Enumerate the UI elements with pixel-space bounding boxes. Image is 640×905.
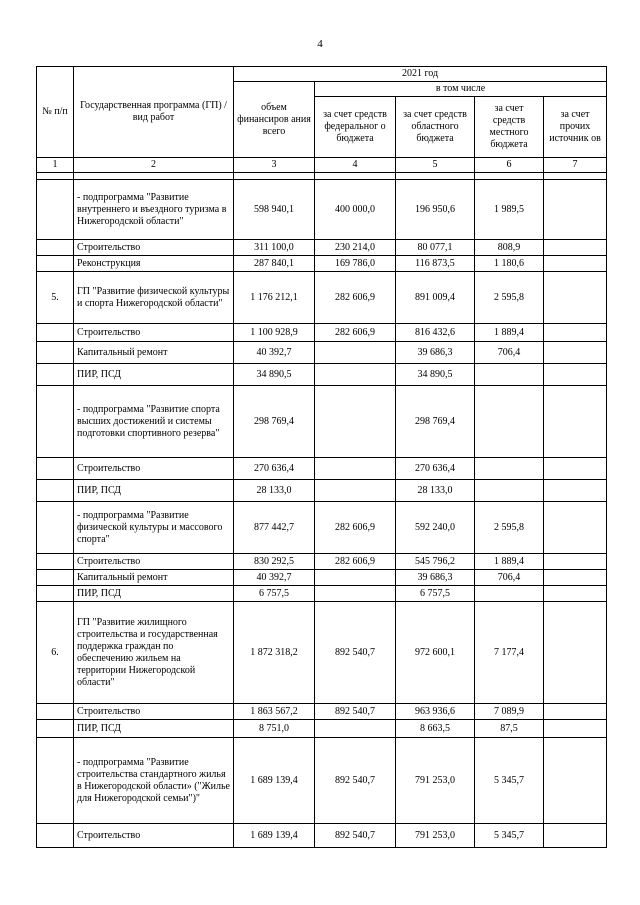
row-regional: 972 600,1 — [396, 602, 475, 704]
row-name: Строительство — [74, 704, 234, 720]
row-number — [37, 180, 74, 240]
row-federal — [315, 570, 396, 586]
row-name: - подпрограмма "Развитие внутреннего и въездного туризма в Нижегородской области" — [74, 180, 234, 240]
row-regional: 891 009,4 — [396, 272, 475, 324]
row-local: 2 595,8 — [475, 272, 544, 324]
column-number: 4 — [315, 158, 396, 173]
table-row — [37, 570, 607, 586]
row-name: Капитальный ремонт — [74, 342, 234, 364]
row-name: Строительство — [74, 824, 234, 848]
row-number — [37, 824, 74, 848]
row-name: ГП "Развитие жилищного строительства и государственная поддержка граждан по обеспечению жильем на территории Нижегородской области" — [74, 602, 234, 704]
row-total: 1 100 928,9 — [234, 324, 315, 342]
table-row — [37, 458, 607, 480]
row-other — [544, 180, 607, 240]
row-regional: 298 769,4 — [396, 386, 475, 458]
row-total: 28 133,0 — [234, 480, 315, 502]
row-total: 270 636,4 — [234, 458, 315, 480]
row-number — [37, 570, 74, 586]
column-number: 2 — [74, 158, 234, 173]
row-federal — [315, 458, 396, 480]
column-number: 6 — [475, 158, 544, 173]
row-number — [37, 480, 74, 502]
table-row — [37, 586, 607, 602]
row-local: 2 595,8 — [475, 502, 544, 554]
row-regional: 545 796,2 — [396, 554, 475, 570]
row-name: Строительство — [74, 554, 234, 570]
row-total: 6 757,5 — [234, 586, 315, 602]
row-regional: 116 873,5 — [396, 256, 475, 272]
header-including: в том числе — [315, 82, 607, 97]
row-total: 298 769,4 — [234, 386, 315, 458]
header-local: за счет средств местного бюджета — [475, 97, 544, 158]
header-num: № п/п — [37, 67, 74, 158]
table-row — [37, 342, 607, 364]
row-other — [544, 570, 607, 586]
row-other — [544, 324, 607, 342]
row-local — [475, 480, 544, 502]
row-total: 598 940,1 — [234, 180, 315, 240]
row-name: Строительство — [74, 240, 234, 256]
row-total: 287 840,1 — [234, 256, 315, 272]
column-number: 1 — [37, 158, 74, 173]
row-number — [37, 720, 74, 738]
table-row — [37, 720, 607, 738]
row-local — [475, 458, 544, 480]
row-name: ПИР, ПСД — [74, 586, 234, 602]
header-regional: за счет средств областного бюджета — [396, 97, 475, 158]
financing-table — [36, 66, 607, 848]
table-row — [37, 480, 607, 502]
row-regional: 28 133,0 — [396, 480, 475, 502]
table-row — [37, 386, 607, 458]
row-regional: 270 636,4 — [396, 458, 475, 480]
row-federal: 892 540,7 — [315, 738, 396, 824]
row-federal — [315, 586, 396, 602]
row-other — [544, 738, 607, 824]
row-name: ГП "Развитие физической культуры и спорта Нижегородской области" — [74, 272, 234, 324]
row-total: 877 442,7 — [234, 502, 315, 554]
table-row — [37, 256, 607, 272]
header-total: объем финансиров ания всего — [234, 82, 315, 158]
table-row — [37, 180, 607, 240]
header-year: 2021 год — [234, 67, 607, 82]
row-local: 5 345,7 — [475, 824, 544, 848]
row-other — [544, 272, 607, 324]
row-name: - подпрограмма "Развитие физической культуры и массового спорта" — [74, 502, 234, 554]
row-total: 311 100,0 — [234, 240, 315, 256]
row-local: 1 989,5 — [475, 180, 544, 240]
row-other — [544, 256, 607, 272]
row-number — [37, 342, 74, 364]
row-regional: 8 663,5 — [396, 720, 475, 738]
row-number: 6. — [37, 602, 74, 704]
row-regional: 791 253,0 — [396, 824, 475, 848]
table-row — [37, 324, 607, 342]
row-name: Строительство — [74, 458, 234, 480]
row-number — [37, 458, 74, 480]
table-row — [37, 824, 607, 848]
row-regional: 6 757,5 — [396, 586, 475, 602]
row-regional: 791 253,0 — [396, 738, 475, 824]
row-federal: 282 606,9 — [315, 502, 396, 554]
row-local: 5 345,7 — [475, 738, 544, 824]
row-number — [37, 240, 74, 256]
row-federal — [315, 386, 396, 458]
table-row — [37, 554, 607, 570]
table-row — [37, 602, 607, 704]
row-regional: 196 950,6 — [396, 180, 475, 240]
row-federal — [315, 364, 396, 386]
row-federal: 892 540,7 — [315, 704, 396, 720]
row-other — [544, 824, 607, 848]
row-total: 8 751,0 — [234, 720, 315, 738]
row-local — [475, 364, 544, 386]
row-total: 34 890,5 — [234, 364, 315, 386]
row-number — [37, 502, 74, 554]
row-federal: 282 606,9 — [315, 272, 396, 324]
row-other — [544, 386, 607, 458]
row-number — [37, 324, 74, 342]
row-total: 1 863 567,2 — [234, 704, 315, 720]
row-local: 87,5 — [475, 720, 544, 738]
table-row — [37, 272, 607, 324]
header-federal: за счет средств федеральног о бюджета — [315, 97, 396, 158]
row-local: 1 889,4 — [475, 554, 544, 570]
row-federal — [315, 480, 396, 502]
row-total: 40 392,7 — [234, 570, 315, 586]
row-other — [544, 602, 607, 704]
row-number — [37, 738, 74, 824]
row-other — [544, 554, 607, 570]
header-program: Государственная программа (ГП) / вид работ — [74, 67, 234, 158]
row-regional: 592 240,0 — [396, 502, 475, 554]
row-number — [37, 554, 74, 570]
row-name: Капитальный ремонт — [74, 570, 234, 586]
row-federal: 282 606,9 — [315, 554, 396, 570]
row-local: 808,9 — [475, 240, 544, 256]
row-federal: 892 540,7 — [315, 602, 396, 704]
row-federal: 230 214,0 — [315, 240, 396, 256]
row-total: 1 689 139,4 — [234, 738, 315, 824]
row-local — [475, 386, 544, 458]
row-federal — [315, 342, 396, 364]
column-number: 5 — [396, 158, 475, 173]
row-local: 7 177,4 — [475, 602, 544, 704]
row-federal: 400 000,0 — [315, 180, 396, 240]
row-number — [37, 256, 74, 272]
row-other — [544, 240, 607, 256]
column-number: 3 — [234, 158, 315, 173]
row-local: 706,4 — [475, 342, 544, 364]
row-regional: 816 432,6 — [396, 324, 475, 342]
table-row — [37, 364, 607, 386]
table-row — [37, 738, 607, 824]
row-local: 7 089,9 — [475, 704, 544, 720]
row-number — [37, 704, 74, 720]
table-row — [37, 704, 607, 720]
row-other — [544, 704, 607, 720]
row-regional: 39 686,3 — [396, 342, 475, 364]
table-body — [37, 180, 607, 848]
row-other — [544, 458, 607, 480]
row-name: Реконструкция — [74, 256, 234, 272]
row-local — [475, 586, 544, 602]
header-other: за счет прочих источник ов — [544, 97, 607, 158]
row-local: 1 180,6 — [475, 256, 544, 272]
row-name: Строительство — [74, 324, 234, 342]
row-regional: 39 686,3 — [396, 570, 475, 586]
row-other — [544, 720, 607, 738]
row-number — [37, 386, 74, 458]
row-regional: 80 077,1 — [396, 240, 475, 256]
row-name: - подпрограмма "Развитие спорта высших достижений и системы подготовки спортивного резерва" — [74, 386, 234, 458]
row-federal: 169 786,0 — [315, 256, 396, 272]
row-total: 40 392,7 — [234, 342, 315, 364]
row-other — [544, 342, 607, 364]
table-row — [37, 502, 607, 554]
row-total: 1 872 318,2 — [234, 602, 315, 704]
row-number — [37, 364, 74, 386]
row-name: ПИР, ПСД — [74, 480, 234, 502]
row-other — [544, 364, 607, 386]
row-other — [544, 480, 607, 502]
row-regional: 34 890,5 — [396, 364, 475, 386]
row-regional: 963 936,6 — [396, 704, 475, 720]
row-number: 5. — [37, 272, 74, 324]
row-total: 830 292,5 — [234, 554, 315, 570]
row-name: - подпрограмма "Развитие строительства стандартного жилья в Нижегородской области» ("Жилье для Нижегородской семьи")" — [74, 738, 234, 824]
row-total: 1 689 139,4 — [234, 824, 315, 848]
page-number: 4 — [317, 38, 323, 50]
row-federal — [315, 720, 396, 738]
column-number: 7 — [544, 158, 607, 173]
row-local: 1 889,4 — [475, 324, 544, 342]
row-local: 706,4 — [475, 570, 544, 586]
row-other — [544, 502, 607, 554]
row-other — [544, 586, 607, 602]
row-federal: 282 606,9 — [315, 324, 396, 342]
row-total: 1 176 212,1 — [234, 272, 315, 324]
table-row — [37, 240, 607, 256]
row-name: ПИР, ПСД — [74, 720, 234, 738]
row-federal: 892 540,7 — [315, 824, 396, 848]
row-name: ПИР, ПСД — [74, 364, 234, 386]
row-number — [37, 586, 74, 602]
